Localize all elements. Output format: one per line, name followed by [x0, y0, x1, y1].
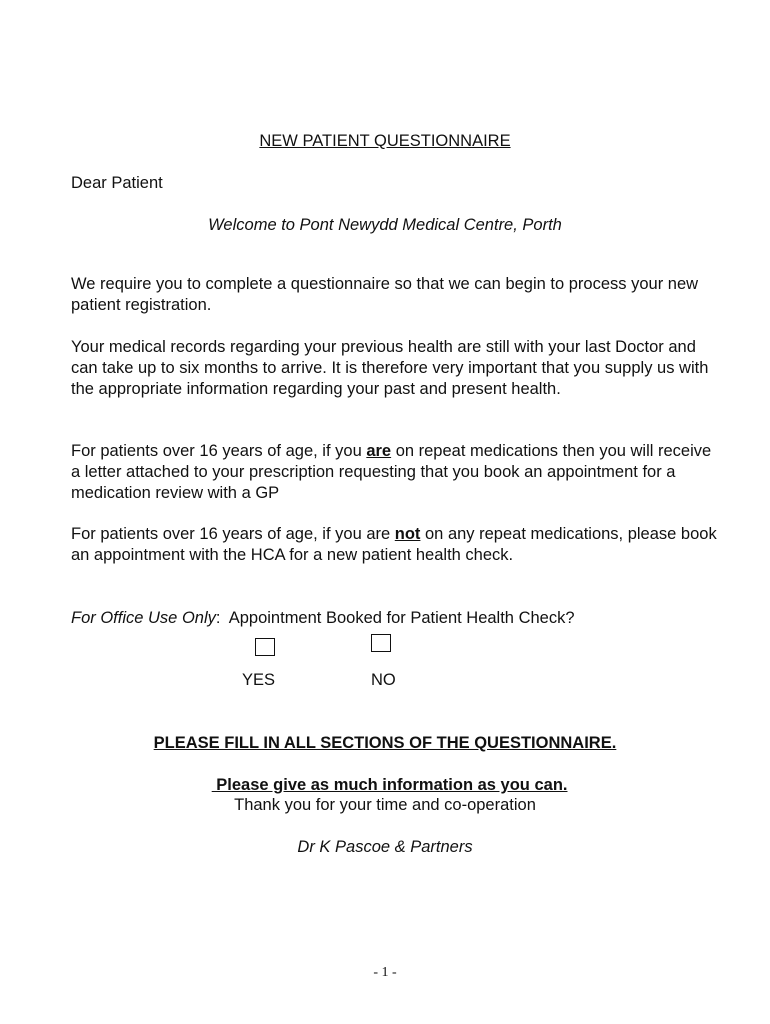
paragraph-medical-records: Your medical records regarding your previous health are still with your last Doctor and can take up to six months to arrive. It is therefore very important that you supply us with the appropriate information regarding your past and present health.: [71, 338, 709, 398]
document-title-text: NEW PATIENT QUESTIONNAIRE: [259, 132, 511, 150]
document-title: [0, 131, 770, 152]
no-checkbox[interactable]: [371, 634, 391, 652]
signature-line: Dr K Pascoe & Partners: [297, 838, 473, 856]
paragraph-no-repeat-medications-end: on any repeat medications, please book an appointment with the HCA for a new patient health check.: [71, 525, 717, 564]
office-use-line: [71, 608, 721, 629]
paragraph-repeat-medications-start: For patients over 16 years of age, if you: [71, 442, 367, 460]
salutation: Dear Patient: [71, 174, 163, 192]
page-number: - 1 -: [373, 965, 397, 980]
no-label: NO: [371, 671, 396, 689]
paragraph-repeat-medications-end: on repeat medications then you will receive a letter attached to your prescription requesting that you book an appointment for a medication review with a GP: [71, 442, 712, 502]
emphasis-not: not: [394, 525, 421, 543]
office-use-colon: :: [215, 609, 221, 627]
welcome-line: Welcome to Pont Newydd Medical Centre, Porth: [208, 216, 562, 234]
paragraph-registration: We require you to complete a questionnaire so that we can begin to process your new patient registration.: [71, 275, 699, 314]
office-use-label: For Office Use Only: [71, 609, 216, 627]
instruction-line-2-text: Please give as much information as you can.: [211, 776, 568, 794]
office-use-question: Appointment Booked for Patient Health Check?: [220, 609, 575, 627]
instruction-line-2: [0, 754, 770, 796]
thank-you-line: Thank you for your time and co-operation: [234, 796, 536, 814]
emphasis-are: are: [366, 442, 392, 460]
instruction-line-1-text: PLEASE FILL IN ALL SECTIONS OF THE QUESTIONNAIRE.: [153, 734, 617, 752]
paragraph-repeat-medications: [71, 441, 721, 504]
paragraph-no-repeat-medications-start: For patients over 16 years of age, if you are: [71, 525, 395, 543]
yes-label: YES: [242, 671, 276, 689]
paragraph-no-repeat-medications: [71, 524, 721, 566]
yes-checkbox[interactable]: [255, 638, 275, 656]
instruction-line-1: [0, 733, 770, 754]
